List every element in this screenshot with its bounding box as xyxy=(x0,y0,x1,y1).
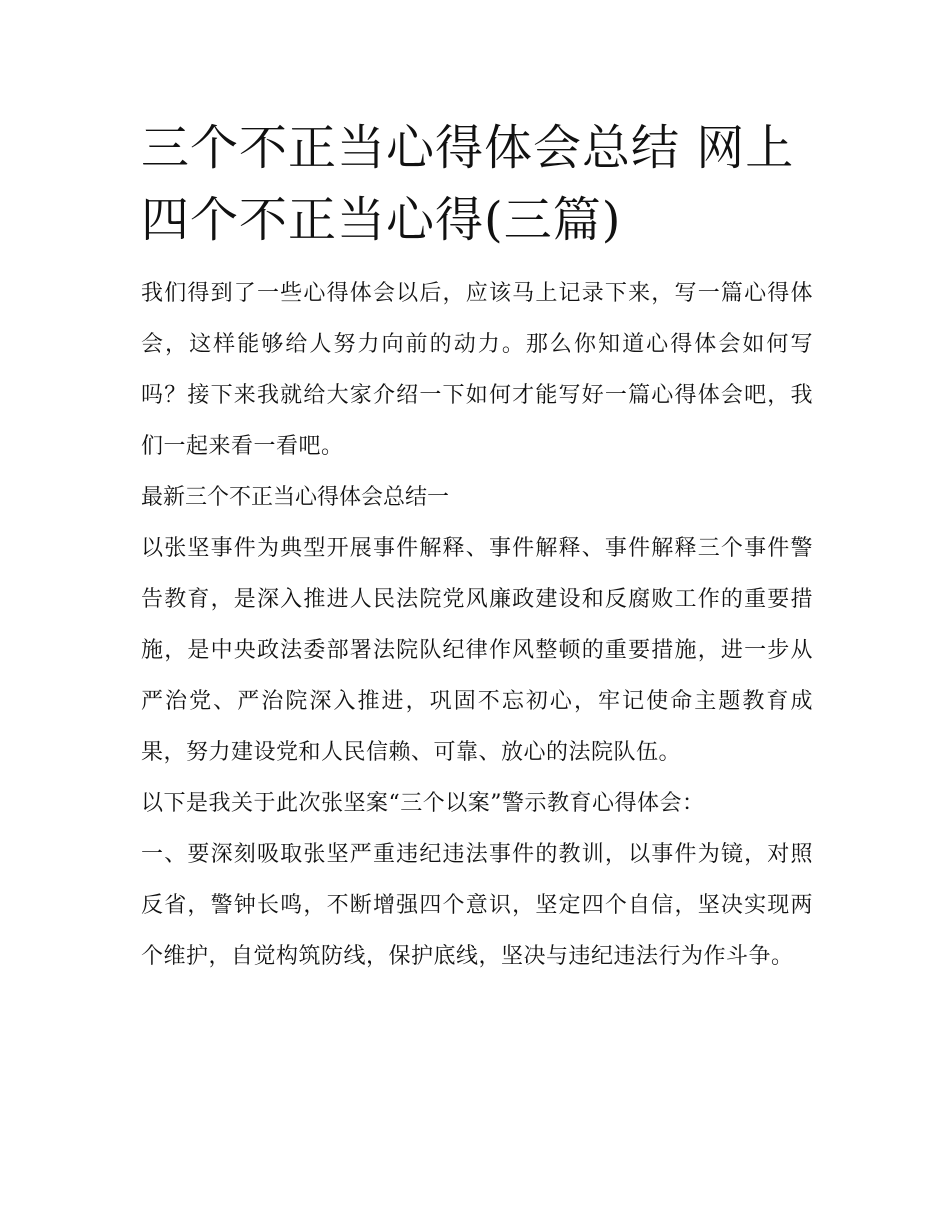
intro-paragraph: 我们得到了一些心得体会以后，应该马上记录下来，写一篇心得体会，这样能够给人努力向前的动力。那么你知道心得体会如何写吗？接下来我就给大家介绍一下如何才能写好一篇心得体会吧，我们一起来看一看吧。 xyxy=(141,281,813,459)
section-heading: 最新三个不正当心得体会总结一 xyxy=(141,485,450,510)
document-title: 三个不正当心得体会总结 网上四个不正当心得(三篇) xyxy=(141,120,795,248)
body-paragraph-3: 一、要深刻吸取张坚严重违纪违法事件的教训，以事件为镜，对照反省，警钟长鸣，不断增强四个意识，坚定四个自信，坚决实现两个维护，自觉构筑防线，保护底线，坚决与违纪违法行为作斗争。 xyxy=(141,842,813,969)
body-paragraph-1: 以张坚事件为典型开展事件解释、事件解释、事件解释三个事件警告教育，是深入推进人民法院党风廉政建设和反腐败工作的重要措施，是中央政法委部署法院队纪律作风整顿的重要措施，进一步从严治党、严治院深入推进，巩固不忘初心，牢记使命主题教育成果，努力建设党和人民信赖、可靠、放心的法院队伍。 xyxy=(141,536,813,765)
body-paragraph-2: 以下是我关于此次张坚案“三个以案”警示教育心得体会： xyxy=(141,791,705,816)
document-page xyxy=(141,112,813,982)
